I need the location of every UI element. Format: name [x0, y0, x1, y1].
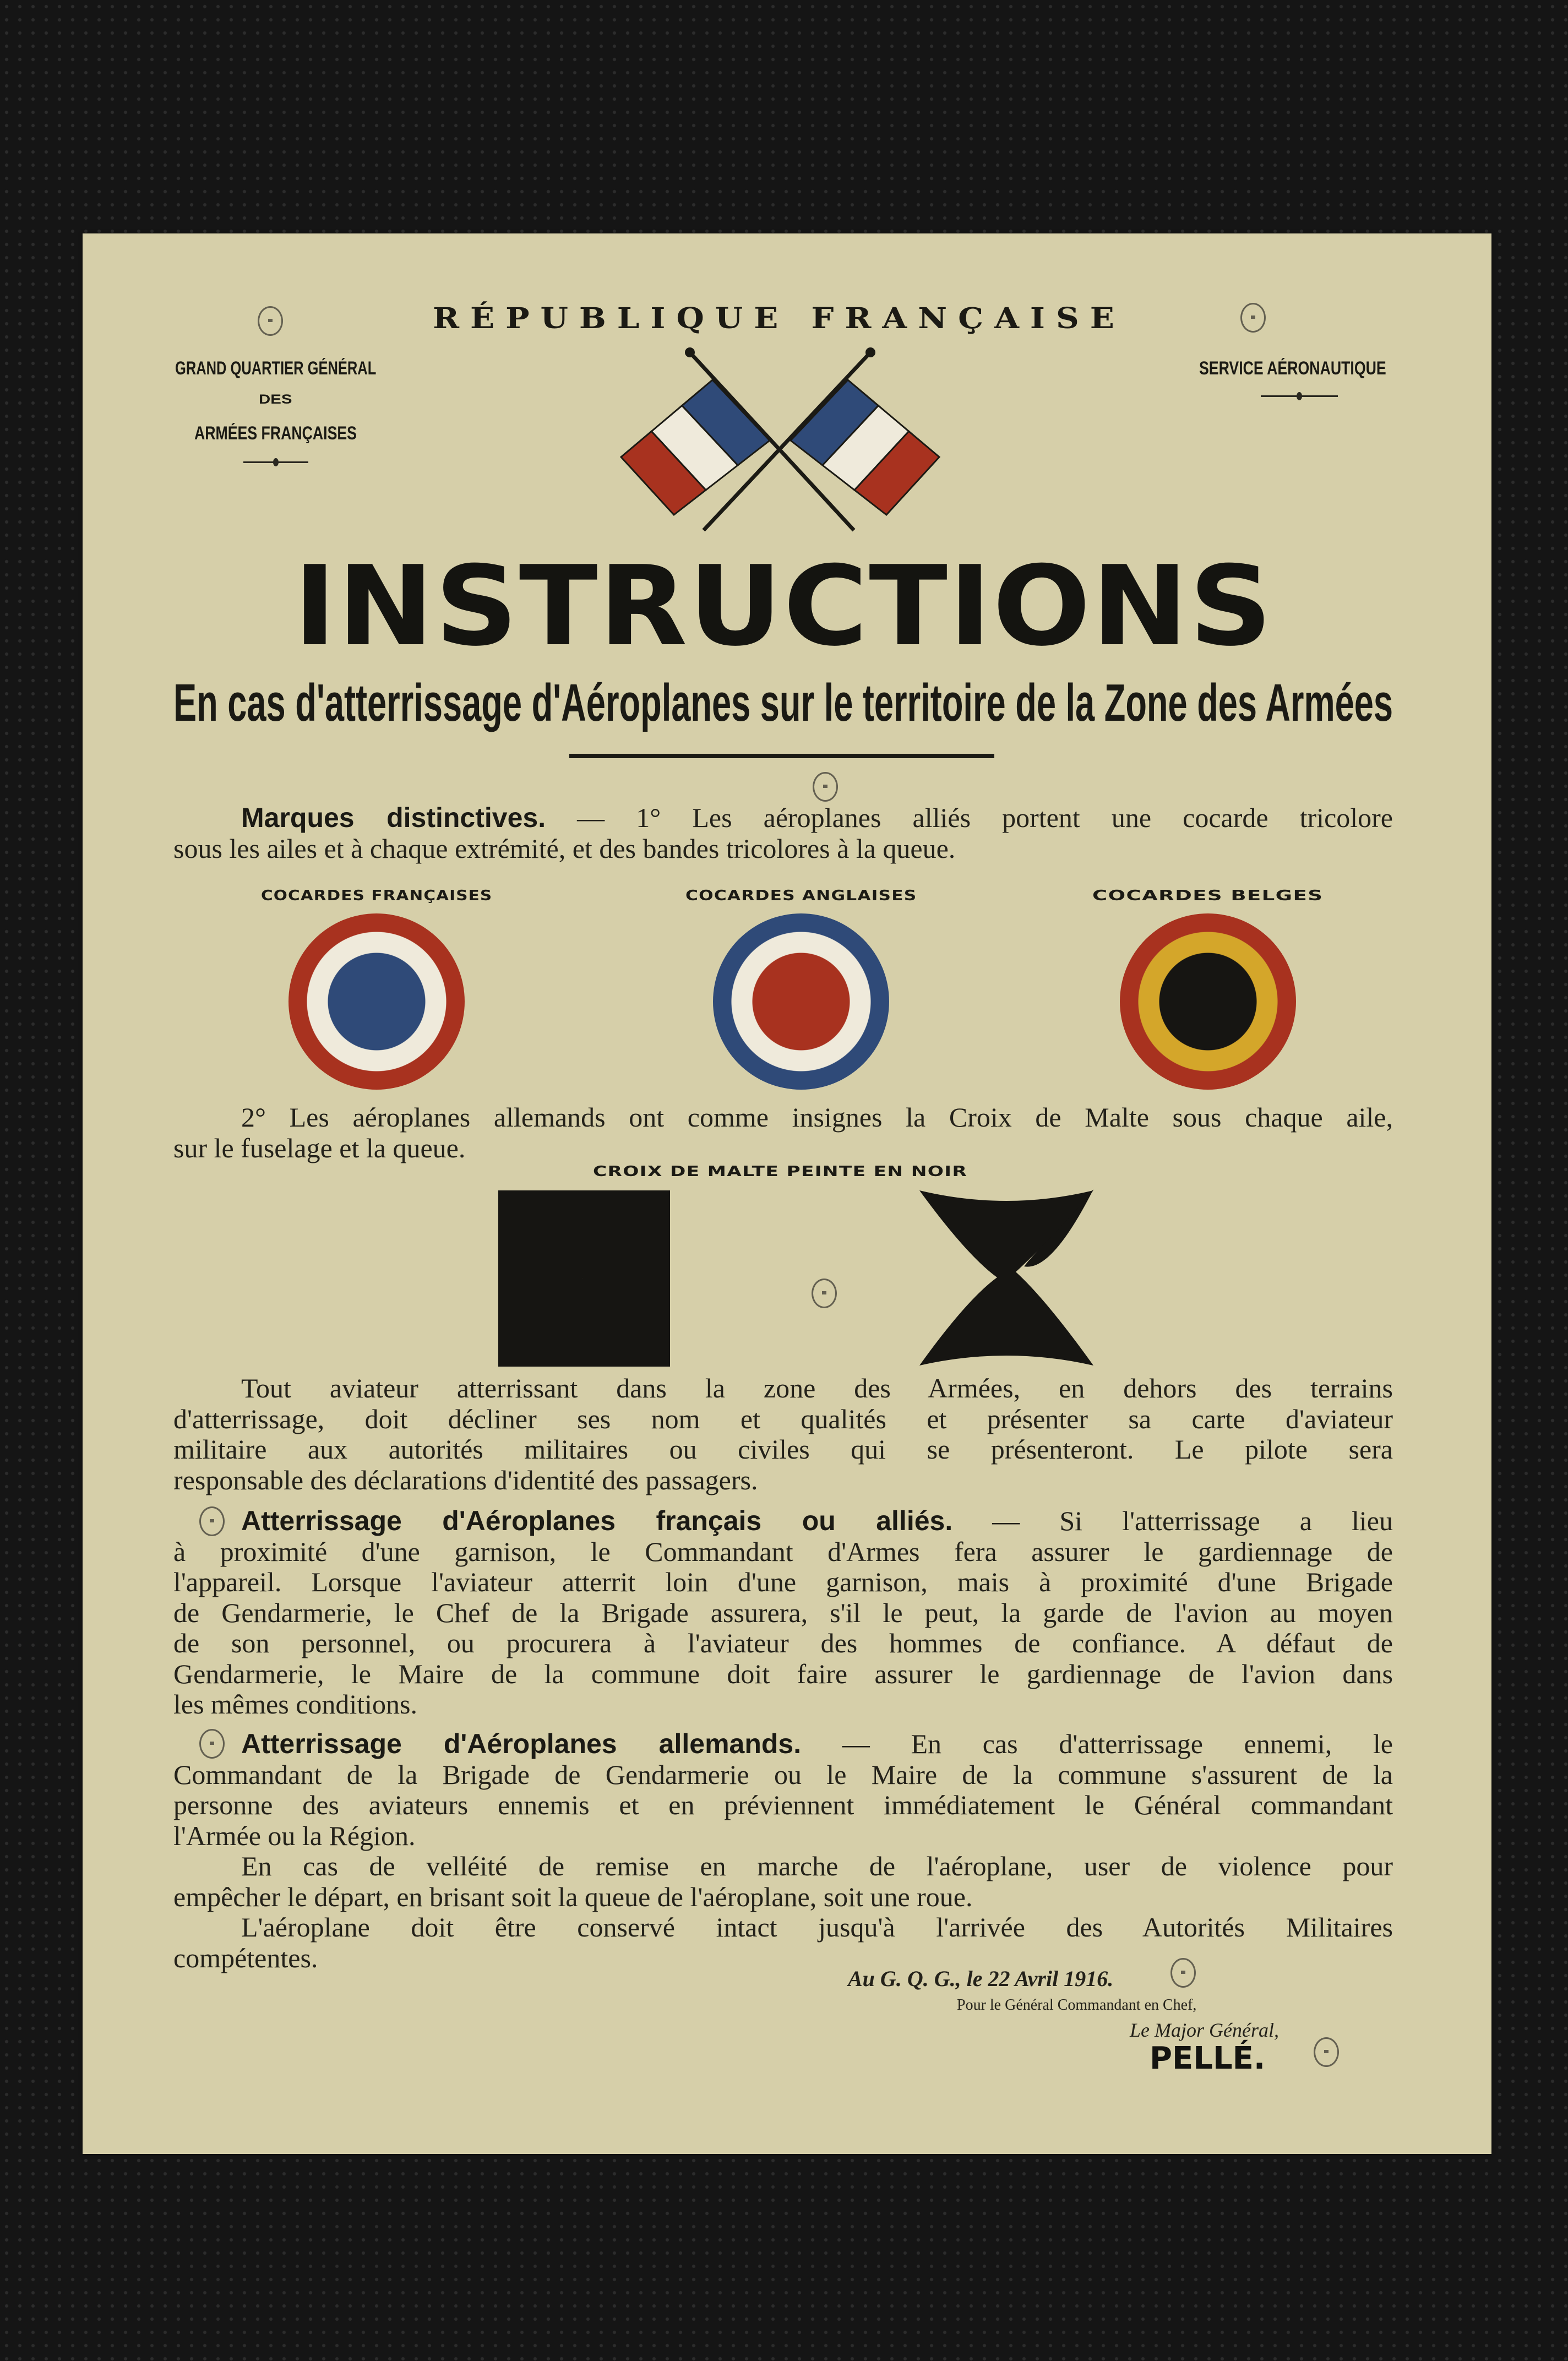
text-line: 2° Les aéroplanes allemands ont comme insignes la Croix de Malte sous chaque aile,: [241, 1102, 1393, 1133]
crossed-french-flags: [0, 0, 1568, 551]
text-line: à proximité d'une garnison, le Commandant d'Armes fera assurer le gardiennage de: [173, 1536, 1393, 1567]
text-line: les mêmes conditions.: [173, 1689, 417, 1720]
instructions-title: INSTRUCTIONS: [293, 542, 1273, 671]
archive-stamp-icon: [1314, 2037, 1339, 2067]
text-line: l'appareil. Lorsque l'aviateur atterrit loin d'une garnison, mais à proximité d'une Brigade: [173, 1566, 1393, 1597]
gqg-line-1: GRAND QUARTIER GÉNÉRAL: [175, 358, 377, 379]
francais-paragraph: [173, 1506, 1393, 1720]
text-line: de son personnel, ou procurera à l'aviateur des hommes de confiance. A défaut de: [173, 1628, 1393, 1658]
francais-heading: Atterrissage d'Aéroplanes français ou alliés.: [241, 1505, 953, 1536]
gqg-line-3: ARMÉES FRANÇAISES: [194, 423, 357, 444]
for-line: Pour le Général Commandant en Chef,: [957, 1996, 1197, 2014]
maltese-crosses: [496, 1189, 1101, 1371]
cocarde-label: COCARDES ANGLAISES: [685, 888, 917, 904]
gqg-line-2: DES: [259, 392, 292, 407]
text-line: — 1° Les aéroplanes alliés portent une cocarde tricolore: [546, 802, 1393, 833]
maltese-cross-straight-icon: [498, 1190, 670, 1367]
text-line: En cas de velléité de remise en marche de l'aéroplane, user de violence pour: [241, 1851, 1393, 1881]
cocarde-roundel-icon: [713, 913, 889, 1090]
marques-heading: Marques distinctives.: [241, 802, 546, 833]
ennemis-paragraph: [173, 1729, 1393, 1973]
text-line: l'Armée ou la Région.: [173, 1820, 416, 1851]
subtitle: En cas d'atterrissage d'Aéroplanes sur le territoire de la Zone des Armées: [173, 673, 1393, 732]
text-line: empêcher le départ, en brisant soit la queue de l'aéroplane, soit une roue.: [173, 1881, 973, 1912]
text-line: Gendarmerie, le Maire de la commune doit faire assurer le gardiennage de l'avion dans: [173, 1658, 1393, 1689]
cocarde-roundel-icon: [288, 913, 465, 1090]
cocarde-label: COCARDES FRANÇAISES: [261, 888, 493, 904]
text-line: sous les ailes et à chaque extrémité, et des bandes tricolores à la queue.: [173, 833, 956, 864]
archive-stamp-icon: [813, 772, 838, 802]
text-line: responsable des déclarations d'identité des passagers.: [173, 1464, 758, 1495]
text-line: L'aéroplane doit être conservé intact jusqu'à l'arrivée des Autorités Militaires: [241, 1912, 1393, 1943]
text-line: — En cas d'atterrissage ennemi, le: [801, 1728, 1393, 1759]
ennemis-heading: Atterrissage d'Aéroplanes allemands.: [241, 1728, 802, 1759]
service-aeronautique: SERVICE AÉRONAUTIQUE: [1199, 358, 1386, 379]
spear-tip-icon: [865, 347, 875, 357]
text-line: sur le fuselage et la queue.: [173, 1132, 466, 1163]
signatory-name: PELLÉ.: [1150, 2041, 1266, 2076]
place-date: Au G. Q. G., le 22 Avril 1916.: [848, 1966, 1114, 1991]
text-line: compétentes.: [173, 1942, 318, 1973]
german-marks-paragraph: [173, 1102, 1393, 1163]
text-line: de Gendarmerie, le Chef de la Brigade assurera, s'il le peut, la garde de l'avion au moyen: [173, 1597, 1393, 1628]
text-line: — Si l'atterrissage a lieu: [952, 1505, 1393, 1536]
marques-paragraph: [173, 803, 1393, 864]
cocarde-roundel-icon: [1120, 913, 1296, 1090]
cross-pattee-icon: [919, 1190, 1093, 1366]
text-line: personne des aviateurs ennemis et en préviennent immédiatement le Général commandant: [173, 1789, 1393, 1820]
spear-tip-icon: [685, 347, 695, 357]
text-line: Tout aviateur atterrissant dans la zone des Armées, en dehors des terrains: [241, 1373, 1393, 1403]
croix-label: CROIX DE MALTE PEINTE EN NOIR: [593, 1163, 968, 1180]
title-rule: [569, 754, 994, 758]
aviateur-paragraph: [173, 1373, 1393, 1495]
cocarde-label: COCARDES BELGES: [1092, 888, 1324, 904]
text-line: d'atterrissage, doit décliner ses nom et qualités et présenter sa carte d'aviateur: [173, 1403, 1393, 1434]
republique-francaise-heading: RÉPUBLIQUE FRANÇAISE: [433, 302, 1125, 335]
text-line: militaire aux autorités militaires ou civiles qui se présenteront. Le pilote sera: [173, 1434, 1393, 1465]
rank: Le Major Général,: [1130, 2019, 1279, 2041]
text-line: Commandant de la Brigade de Gendarmerie ou le Maire de la commune s'assurent de la: [173, 1759, 1393, 1790]
